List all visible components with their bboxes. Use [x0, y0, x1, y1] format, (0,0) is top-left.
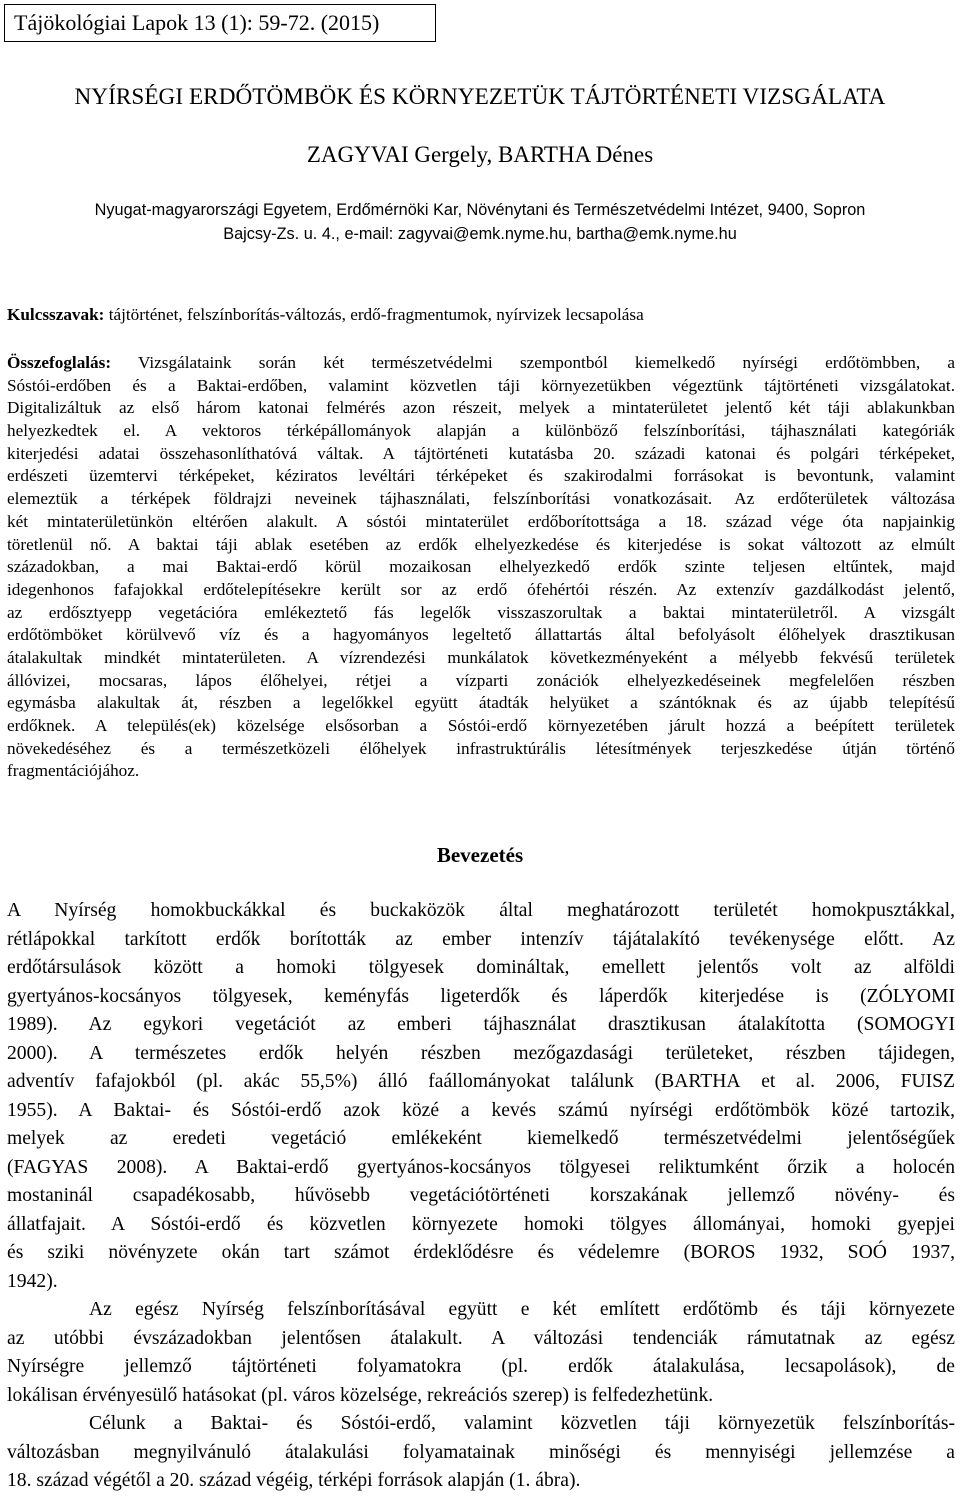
body-line: 1989). Az egykori vegetációt az emberi tájhasználat drasztikusan átalakította (SOMOGYI [7, 1014, 955, 1035]
citation-author: BARTHA [661, 1071, 741, 1092]
citation-author: ZÓLYOMI [866, 985, 955, 1007]
affiliation-line-2: Bajcsy-Zs. u. 4., e-mail: zagyvai@emk.nyme.hu, bartha@emk.nyme.hu [223, 225, 737, 243]
abstract-line: erdőtömböket körülvevő víz és a hagyományos legeltető állattartás által befolyásolt élőhelyek drasztikusan [7, 625, 955, 645]
body-line: változásban megnyilvánuló átalakulási folyamatainak minőségi és mennyiségi jellemzése a [7, 1441, 955, 1463]
abstract [7, 352, 955, 783]
abstract-line: elemeztük a térképek földrajzi neveinek tájhasználati, felszínborítási vonatkozásait. Az erdőterületek változása [7, 489, 955, 509]
abstract-line: századokban, a mai Baktai-erdő körül mozaikosan elhelyezkedő erdők szinte teljesen eltűntek, majd [7, 557, 955, 577]
article-title: NYÍRSÉGI ERDŐTÖMBÖK ÉS KÖRNYEZETÜK TÁJTÖRTÉNETI VIZSGÁLATA [74, 84, 886, 110]
abstract-line: idegenhonos fafajokkal erdőtelepítésekre került sor az erdő ófehértói részén. Az extenzív gazdálkodást jelentő, [7, 579, 955, 599]
body-line: 1955). A Baktai- és Sóstói-erdő azok közé a kevés számú nyírségi erdőtömbök közé tartozik, [7, 1099, 955, 1121]
body-line: (FAGYAS 2008). A Baktai-erdő gyertyános-kocsányos tölgyesei reliktumként őrzik a holocén [7, 1156, 955, 1178]
citation-author: FUISZ [900, 1071, 955, 1092]
abstract-line: erdőknek. A település(ek) közelsége elsősorban a Sóstói-erdő környezetében járult hozzá a beépített területek [7, 716, 955, 735]
citation-author: SOMOGYI [863, 1014, 955, 1035]
abstract-line: helyezkedtek el. A vektoros térképállományok alapján a különböző felszínborítási, tájhasználati kategóriák [7, 421, 955, 441]
abstract-line: állóvizei, mocsaras, lápos élőhelyei, rétjei a vízparti zonációk elhelyezkedéseinek megfelelően részben [7, 670, 955, 690]
abstract-label: Összefoglalás: [7, 353, 112, 372]
body-line: A Nyírség homokbuckákkal és buckaközök által meghatározott területét homokpusztákkal, [7, 900, 955, 921]
abstract-line: fragmentációjához. [7, 761, 140, 781]
keywords-text: tájtörténet, felszínborítás-változás, erdő-fragmentumok, nyírvizek lecsapolása [104, 305, 644, 324]
abstract-line: kiterjedési adatai összehasonlíthatóvá váltak. A tájtörténeti kutatásba 20. századi katonai és polgári térképeket, [7, 443, 955, 463]
citation-author: FAGYAS [13, 1156, 89, 1178]
body-line: 2000). A természetes erdők helyén részben mezőgazdasági területeket, részben tájidegen, [7, 1042, 955, 1064]
citation-author: SOÓ [847, 1242, 887, 1263]
body-line: 18. század végétől a 20. század végéig, térképi források alapján (1. ábra). [7, 1470, 581, 1491]
abstract-line: erdészeti üzemtervi térképeket, kéziratos levéltári térképeket és szakirodalmi forrásokat is bevontunk, valamint [7, 466, 955, 486]
body-line: rétlápokkal tarkított erdők borították az ember intenzív tájátalakító tevékenysége előtt. Az [7, 928, 955, 950]
body-line: mostaninál csapadékosabb, hűvösebb vegetációtörténeti korszakának jellemző növény- és [7, 1185, 955, 1206]
abstract-line: két mintaterületünkön eltérően alakult. A sóstói mintaterület erdőborítottsága a 18. század vége óta napjainkig [7, 511, 955, 531]
body-line: 1942). [7, 1270, 58, 1292]
body-line: állatfajait. A Sóstói-erdő és közvetlen környezete homoki tölgyes állományai, homoki gyepjei [7, 1213, 955, 1235]
abstract-line: az erdősztyepp vegetációra emlékeztető fás legelők visszaszorultak a baktai mintaterületről. A vizsgált [7, 602, 955, 622]
body-line: és sziki növényzete okán tart számot érdeklődésre és védelemre (BOROS 1932, SOÓ 1937, [7, 1242, 955, 1263]
body-line: Nyírségre jellemző tájtörténeti folyamatokra (pl. erdők átalakulása, lecsapolások), de [7, 1356, 955, 1377]
section-heading-introduction: Bevezetés [436, 843, 524, 867]
body-line: Az egész Nyírség felszínborításával együtt e két említett erdőtömb és táji környezete [89, 1299, 955, 1320]
abstract-line: egymásba alakultak át, részben a legelőkkel együtt átadták helyüket a szántóknak és az újabb telepítésű [7, 693, 955, 713]
abstract-line: Digitalizáltuk az első három katonai felmérés azon részeit, melyek a mintaterületet jelentő két táji ablakunkban [7, 398, 955, 418]
body-line: gyertyános-kocsányos tölgyesek, keményfás ligeterdők és láperdők kiterjedése is (ZÓLYOMI [7, 985, 955, 1007]
keywords-label: Kulcsszavak: [7, 305, 105, 324]
abstract-line: töretlenül nő. A baktai táji ablak esetében az erdők elhelyezkedése és kiterjedése is sokat változott az elmúlt [7, 534, 955, 554]
abstract-line: Sóstói-erdőben és a Baktai-erdőben, valamint közvetlen táji környezetükben végeztünk tájtörténeti vizsgálatokat. [7, 375, 955, 395]
body-line: lokálisan érvényesülő hatásokat (pl. város közelsége, rekreációs szerep) is felfedezhetünk. [7, 1384, 714, 1406]
citation-author: BOROS [690, 1242, 756, 1263]
journal-citation: Tájökológiai Lapok 13 (1): 59-72. (2015) [4, 4, 436, 42]
body-line: adventív fafajokból (pl. akác 55,5%) álló faállományokat találunk (BARTHA et al. 2006, FUISZ [7, 1071, 955, 1092]
introduction-body [7, 897, 955, 1496]
body-line: az utóbbi évszázadokban jelentősen átalakult. A változási tendenciák rámutatnak az egész [7, 1327, 955, 1349]
keywords [7, 305, 955, 325]
article-authors: ZAGYVAI Gergely, BARTHA Dénes [306, 142, 654, 167]
body-line: erdőtársulások között a homoki tölgyesek domináltak, emellett jelentős volt az alföldi [7, 957, 955, 978]
body-line: melyek az eredeti vegetáció emlékeként kiemelkedő természetvédelmi jelentőségűek [7, 1128, 955, 1149]
body-line: Célunk a Baktai- és Sóstói-erdő, valamint közvetlen táji környezetük felszínborítás- [89, 1413, 955, 1434]
abstract-line: növekedéséhez és a természetközeli élőhelyek infrastruktúrális létesítmények terjeszkedése útján történő [7, 738, 955, 758]
abstract-line: Összefoglalás: Vizsgálataink során két természetvédelmi szempontból kiemelkedő nyírségi erdőtömbben, a [7, 353, 955, 372]
affiliation-line-1: Nyugat-magyarországi Egyetem, Erdőmérnöki Kar, Növénytani és Természetvédelmi Intézet, 9400, Sopron [94, 201, 866, 219]
abstract-line: átalakultak mindkét mintaterületen. A vízrendezési munkálatok következményeként a mélyebb fekvésű területek [7, 647, 955, 667]
